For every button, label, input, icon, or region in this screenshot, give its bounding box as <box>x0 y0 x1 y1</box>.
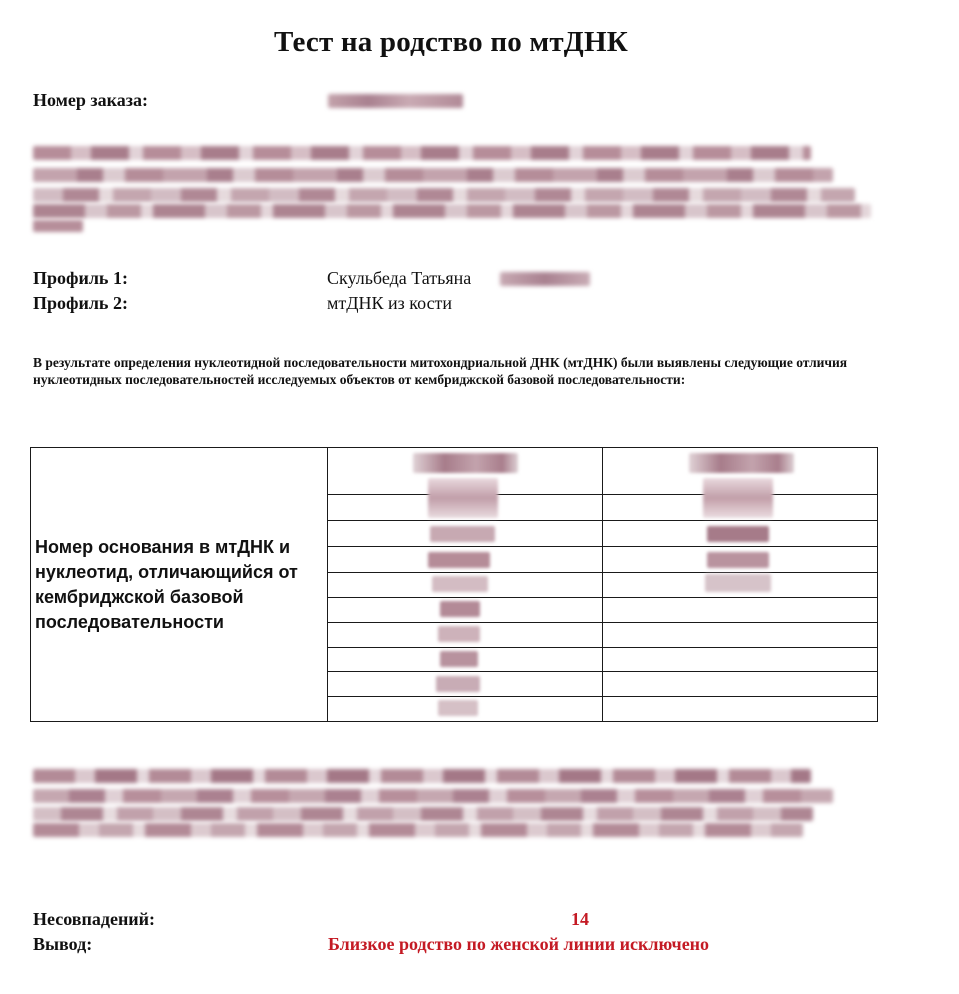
redacted-line <box>33 823 803 837</box>
profile1-surname-redacted <box>500 272 590 286</box>
intro-text: В результате определения нуклеотидной последовательности митохондриальной ДНК (мтДНК) были выявлены следующие отличия нуклеотидных последовательностей исследуемых объектов от кембриджской базовой последовательности: <box>33 355 848 387</box>
redacted-line <box>33 146 811 160</box>
differences-table <box>30 447 878 722</box>
redacted-value <box>707 526 769 542</box>
redacted-value <box>432 576 488 592</box>
conclusion-label: Вывод: <box>33 934 93 954</box>
redacted-value <box>703 478 773 518</box>
redacted-value <box>428 478 498 518</box>
redacted-line <box>33 204 871 218</box>
redacted-line <box>33 807 813 821</box>
row-divider <box>603 671 877 672</box>
table-header-label: Номер основания в мтДНК и нуклеотид, отличающийся от кембриджской базовой последовательности <box>35 536 298 632</box>
page-title: Тест на родство по мтДНК <box>274 26 628 58</box>
redacted-value <box>436 676 480 692</box>
row-divider <box>328 647 602 648</box>
redacted-value <box>440 601 480 617</box>
redacted-value <box>438 700 478 716</box>
row-divider <box>328 597 602 598</box>
row-divider <box>603 622 877 623</box>
mismatches-label: Несовпадений: <box>33 909 156 929</box>
mismatches-value: 14 <box>571 909 589 929</box>
profile2-label: Профиль 2: <box>33 293 128 313</box>
redacted-value <box>705 574 771 592</box>
row-divider <box>328 520 602 521</box>
row-divider <box>603 572 877 573</box>
row-divider <box>328 546 602 547</box>
table-header-cell <box>31 448 328 722</box>
row-divider <box>328 572 602 573</box>
row-divider <box>603 597 877 598</box>
conclusion-value: Близкое родство по женской линии исключено <box>328 934 710 954</box>
profile2-value: мтДНК из кости <box>327 293 453 313</box>
redacted-value <box>689 453 794 473</box>
redacted-line <box>33 220 83 232</box>
redacted-value <box>430 526 495 542</box>
redacted-line <box>33 168 833 182</box>
row-divider <box>328 622 602 623</box>
row-divider <box>603 546 877 547</box>
profile1-column-cell <box>328 448 603 722</box>
order-number-redacted <box>328 94 463 108</box>
redacted-line <box>33 789 833 803</box>
row-divider <box>328 671 602 672</box>
row-divider <box>603 647 877 648</box>
order-number-label: Номер заказа: <box>33 90 148 110</box>
redacted-paragraph-top <box>33 146 873 236</box>
redacted-line <box>33 188 855 202</box>
profile2-column-cell <box>603 448 878 722</box>
redacted-value <box>438 626 480 642</box>
row-divider <box>603 696 877 697</box>
redacted-value <box>707 552 769 568</box>
profile1-value: Скульбеда Татьяна <box>327 268 472 288</box>
redacted-value <box>413 453 518 473</box>
redacted-value <box>428 552 490 568</box>
redacted-value <box>440 651 478 667</box>
row-divider <box>603 520 877 521</box>
row-divider <box>328 696 602 697</box>
redacted-paragraph-bottom <box>33 769 853 839</box>
profile1-label: Профиль 1: <box>33 268 128 288</box>
redacted-line <box>33 769 811 783</box>
